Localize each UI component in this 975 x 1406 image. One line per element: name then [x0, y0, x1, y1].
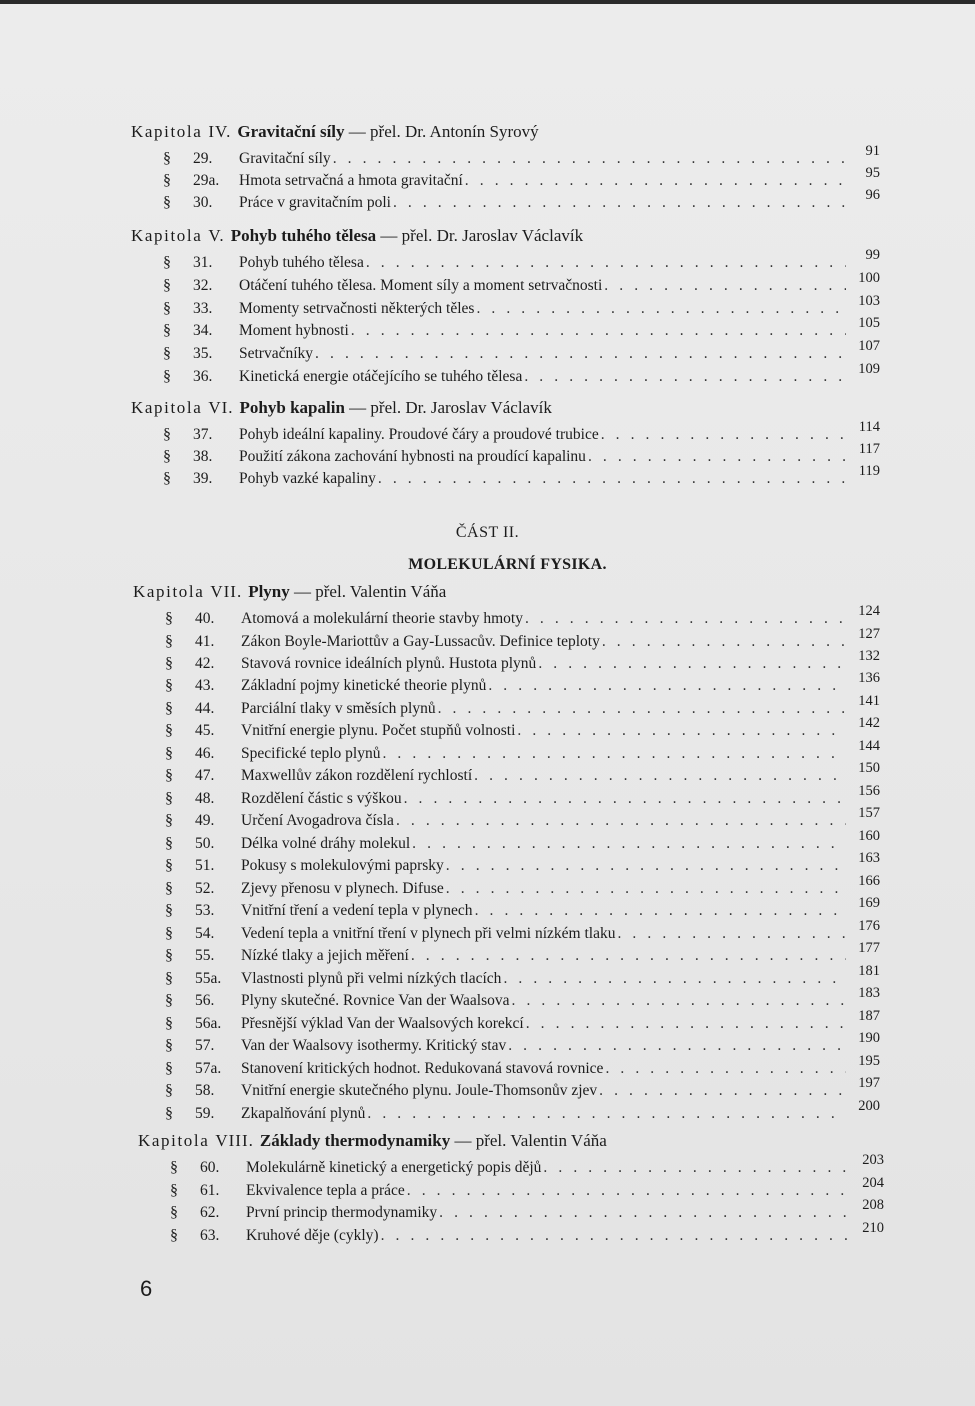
toc-entry[interactable]: § 33. Momenty setrvačnosti některých těles . . . 103 — [163, 300, 880, 322]
toc-entry[interactable]: § 60. Molekulárně kinetický a energetický popis dějů . . . 203 — [170, 1159, 884, 1181]
toc-entry[interactable]: § 49. Určení Avogadrova čísla . . . 157 — [165, 812, 880, 834]
toc-entry[interactable]: § 52. Zjevy přenosu v plynech. Difuse . . . 166 — [165, 880, 880, 902]
toc-entry[interactable]: § 37. Pohyb ideální kapaliny. Proudové čáry a proudové trubice . . . 114 — [163, 426, 880, 448]
toc-entry[interactable]: § 50. Délka volné dráhy molekul . . . 160 — [165, 835, 880, 857]
toc-entry[interactable]: § 45. Vnitřní energie plynu. Počet stupňů volnosti . . . 142 — [165, 722, 880, 744]
toc-entry[interactable]: § 44. Parciální tlaky v směsích plynů . . . 141 — [165, 700, 880, 722]
toc-entry[interactable]: § 29. Gravitační síly . . . 91 — [163, 150, 880, 172]
toc-entry[interactable]: § 34. Moment hybnosti . . . 105 — [163, 322, 880, 344]
toc-entry[interactable]: § 36. Kinetická energie otáčejícího se tuhého tělesa . . . 109 — [163, 368, 880, 390]
toc-entry[interactable]: § 43. Základní pojmy kinetické theorie plynů . . . 136 — [165, 677, 880, 699]
toc-entry[interactable]: § 39. Pohyb vazké kapaliny . . . 119 — [163, 470, 880, 492]
toc-entry[interactable]: § 46. Specifické teplo plynů . . . 144 — [165, 745, 880, 767]
part-title: MOLEKULÁRNÍ FYSIKA. — [408, 556, 607, 573]
toc-entry[interactable]: § 63. Kruhové děje (cykly) . . . 210 — [170, 1227, 884, 1249]
chapter-heading: Kapitola V. Pohyb tuhého tělesa — přel. Dr. Jaroslav Václavík — [131, 226, 584, 245]
toc-entry[interactable]: § 54. Vedení tepla a vnitřní tření v plynech při velmi nízkém tlaku . . . 176 — [165, 925, 880, 947]
toc-entry[interactable]: § 57a. Stanovení kritických hodnot. Redukovaná stavová rovnice . . . 195 — [165, 1060, 880, 1082]
chapter-heading: Kapitola VI. Pohyb kapalin — přel. Dr. Jaroslav Václavík — [131, 398, 552, 417]
toc-entry[interactable]: § 42. Stavová rovnice ideálních plynů. Hustota plynů . . . 132 — [165, 655, 880, 677]
toc-entry[interactable]: § 35. Setrvačníky . . . 107 — [163, 345, 880, 367]
toc-entry[interactable]: § 56. Plyny skutečné. Rovnice Van der Waalsova . . . 183 — [165, 992, 880, 1014]
chapter-heading: Kapitola VIII. Základy thermodynamiky — přel. Valentin Váňa — [138, 1131, 607, 1150]
toc-entry[interactable]: § 41. Zákon Boyle-Mariottův a Gay-Lussacův. Definice teploty . . . 127 — [165, 633, 880, 655]
toc-entry[interactable]: § 30. Práce v gravitačním poli . . . 96 — [163, 194, 880, 216]
chapter-heading: Kapitola VII. Plyny — přel. Valentin Váňa — [133, 582, 447, 601]
toc-entry[interactable]: § 55a. Vlastnosti plynů při velmi nízkých tlacích . . . 181 — [165, 970, 880, 992]
toc-entry[interactable]: § 31. Pohyb tuhého tělesa . . . 99 — [163, 254, 880, 276]
toc-entry[interactable]: § 55. Nízké tlaky a jejich měření . . . 177 — [165, 947, 880, 969]
toc-entry[interactable]: § 48. Rozdělení částic s výškou . . . 156 — [165, 790, 880, 812]
chapter-heading: Kapitola IV. Gravitační síly — přel. Dr. Antonín Syrový — [131, 122, 539, 141]
toc-entry[interactable]: § 38. Použití zákona zachování hybnosti na proudící kapalinu . . . 117 — [163, 448, 880, 470]
toc-entry[interactable]: § 59. Zkapalňování plynů . . . 200 — [165, 1105, 880, 1127]
toc-entry[interactable]: § 61. Ekvivalence tepla a práce . . . 204 — [170, 1182, 884, 1204]
toc-entry[interactable]: § 29a. Hmota setrvačná a hmota gravitační . . . 95 — [163, 172, 880, 194]
part-label: ČÁST II. — [455, 524, 520, 541]
toc-entry[interactable]: § 40. Atomová a molekulární theorie stavby hmoty . . . 124 — [165, 610, 880, 632]
toc-entry[interactable]: § 51. Pokusy s molekulovými paprsky . . . 163 — [165, 857, 880, 879]
top-border — [0, 0, 975, 4]
toc-entry[interactable]: § 53. Vnitřní tření a vedení tepla v plynech . . . 169 — [165, 902, 880, 924]
toc-entry[interactable]: § 56a. Přesnější výklad Van der Waalsových korekcí . . . 187 — [165, 1015, 880, 1037]
toc-entry[interactable]: § 47. Maxwellův zákon rozdělení rychlostí . . . 150 — [165, 767, 880, 789]
toc-entry[interactable]: § 32. Otáčení tuhého tělesa. Moment síly a moment setrvačnosti . . . 100 — [163, 277, 880, 299]
page-number: 6 — [140, 1276, 153, 1301]
toc-entry[interactable]: § 58. Vnitřní energie skutečného plynu. Joule-Thomsonův zjev . . . 197 — [165, 1082, 880, 1104]
toc-entry[interactable]: § 57. Van der Waalsovy isothermy. Kritický stav . . . 190 — [165, 1037, 880, 1059]
toc-entry[interactable]: § 62. První princip thermodynamiky . . . 208 — [170, 1204, 884, 1226]
